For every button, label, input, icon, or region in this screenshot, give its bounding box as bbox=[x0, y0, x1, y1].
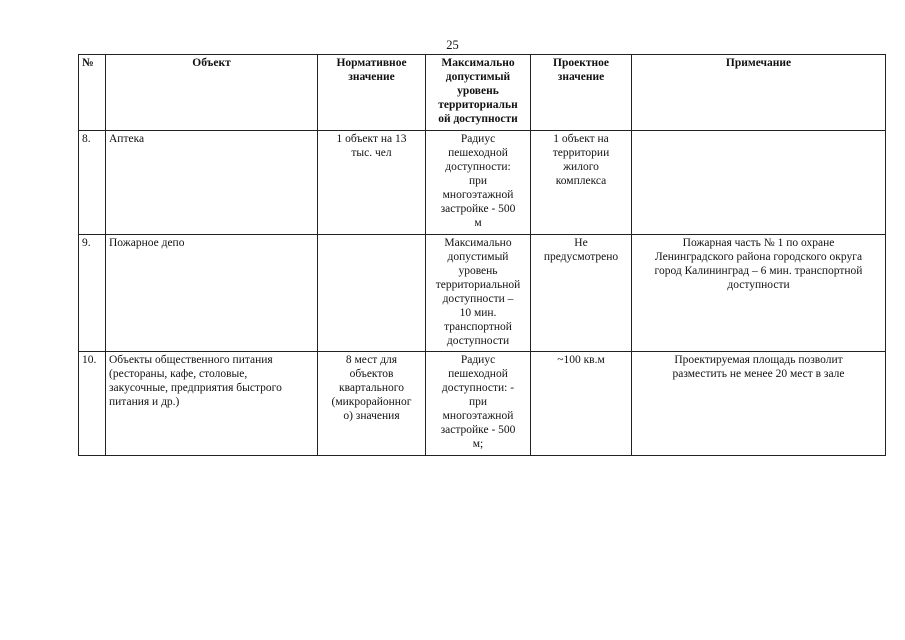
cell-normative bbox=[318, 131, 426, 235]
cell-normative bbox=[318, 235, 426, 352]
cell-line: Ленинградского района городского округа bbox=[654, 251, 863, 263]
cell-line: 9. bbox=[82, 237, 91, 249]
table-row bbox=[79, 352, 886, 456]
table-row bbox=[79, 131, 886, 235]
cell-line: 1 объект на bbox=[553, 133, 609, 145]
cell-max-level bbox=[426, 352, 531, 456]
cell-line: значение bbox=[348, 71, 395, 83]
cell-line: о) значения bbox=[343, 410, 400, 422]
header-max-level bbox=[426, 55, 531, 131]
cell-line: допустимый bbox=[445, 71, 511, 83]
cell-line: Аптека bbox=[109, 133, 145, 145]
cell-line: Радиус bbox=[460, 133, 496, 145]
cell-line: пешеходной bbox=[448, 368, 508, 380]
cell-line: м bbox=[474, 217, 482, 229]
cell-normative bbox=[318, 352, 426, 456]
cell-line: доступности: bbox=[445, 161, 511, 173]
cell-line: разместить не менее 20 мест в зале bbox=[672, 368, 845, 380]
cell-line: 8. bbox=[82, 133, 91, 145]
cell-line: доступности bbox=[446, 335, 510, 347]
cell-line: питания и др.) bbox=[109, 396, 180, 408]
cell-line: Пожарное депо bbox=[109, 237, 185, 249]
cell-line: территориальн bbox=[438, 99, 518, 111]
cell-line: допустимый bbox=[447, 251, 509, 263]
cell-line: объектов bbox=[349, 368, 394, 380]
cell-line: 8 мест для bbox=[345, 354, 398, 366]
cell-line: ой доступности bbox=[438, 113, 518, 125]
cell-line: жилого bbox=[563, 161, 599, 173]
table-row bbox=[79, 235, 886, 352]
cell-line: город Калининград – 6 мин. транспортной bbox=[654, 265, 863, 277]
cell-line: тыс. чел bbox=[351, 147, 392, 159]
table-body bbox=[79, 131, 886, 456]
cell-line: доступности bbox=[727, 279, 790, 291]
cell-line: при bbox=[468, 175, 488, 187]
cell-line: Объект bbox=[192, 57, 231, 69]
cell-line: территории bbox=[552, 147, 610, 159]
cell-line: (микрорайонног bbox=[331, 396, 412, 408]
cell-project bbox=[531, 235, 632, 352]
cell-line: Не bbox=[574, 237, 588, 249]
cell-line: ~100 кв.м bbox=[557, 354, 605, 366]
cell-line: доступности: - bbox=[441, 382, 515, 394]
cell-line: предусмотрено bbox=[543, 251, 619, 263]
header-row bbox=[79, 55, 886, 131]
cell-line: Нормативное bbox=[336, 57, 407, 69]
cell-line: Объекты общественного питания bbox=[109, 354, 273, 366]
cell-line: многоэтажной bbox=[442, 189, 514, 201]
cell-note bbox=[632, 131, 886, 235]
cell-line: застройке - 500 bbox=[440, 424, 516, 436]
cell-note bbox=[632, 352, 886, 456]
cell-line: доступности – bbox=[442, 293, 514, 305]
cell-project bbox=[531, 352, 632, 456]
cell-line: 10 мин. bbox=[459, 307, 497, 319]
cell-note bbox=[632, 235, 886, 352]
cell-line: Радиус bbox=[460, 354, 496, 366]
cell-line: 1 объект на 13 bbox=[336, 133, 407, 145]
cell-line: комплекса bbox=[555, 175, 607, 187]
cell-line: Максимально bbox=[441, 57, 515, 69]
cell-object bbox=[106, 235, 318, 352]
cell-line: уровень bbox=[457, 85, 499, 97]
cell-line: Проектное bbox=[553, 57, 609, 69]
cell-object bbox=[106, 352, 318, 456]
cell-line: квартального bbox=[338, 382, 404, 394]
header-note bbox=[632, 55, 886, 131]
cell-line: 10. bbox=[82, 354, 97, 366]
cell-project bbox=[531, 131, 632, 235]
cell-object bbox=[106, 131, 318, 235]
cell-line: значение bbox=[557, 71, 605, 83]
cell-line: транспортной bbox=[444, 321, 512, 333]
cell-line: м; bbox=[472, 438, 484, 450]
cell-line: многоэтажной bbox=[442, 410, 514, 422]
cell-number bbox=[79, 352, 106, 456]
cell-line: (рестораны, кафе, столовые, bbox=[109, 368, 248, 380]
cell-line: территориальной bbox=[435, 279, 521, 291]
page-number: 25 bbox=[446, 38, 459, 52]
header-project bbox=[531, 55, 632, 131]
cell-line: пешеходной bbox=[448, 147, 508, 159]
cell-line: Максимально bbox=[444, 237, 512, 249]
cell-line: Примечание bbox=[725, 57, 792, 69]
facilities-table bbox=[78, 54, 886, 456]
cell-max-level bbox=[426, 131, 531, 235]
cell-line: закусочные, предприятия быстрого bbox=[109, 382, 282, 394]
header-number bbox=[79, 55, 106, 131]
cell-line: № bbox=[82, 57, 94, 69]
table-header bbox=[79, 55, 886, 131]
cell-line: при bbox=[468, 396, 488, 408]
cell-line: Пожарная часть № 1 по охране bbox=[682, 237, 835, 249]
cell-number bbox=[79, 235, 106, 352]
header-object bbox=[106, 55, 318, 131]
cell-max-level bbox=[426, 235, 531, 352]
cell-line: уровень bbox=[458, 265, 498, 277]
header-normative bbox=[318, 55, 426, 131]
cell-line: Проектируемая площадь позволит bbox=[674, 354, 843, 366]
cell-line: застройке - 500 bbox=[440, 203, 516, 215]
cell-number bbox=[79, 131, 106, 235]
